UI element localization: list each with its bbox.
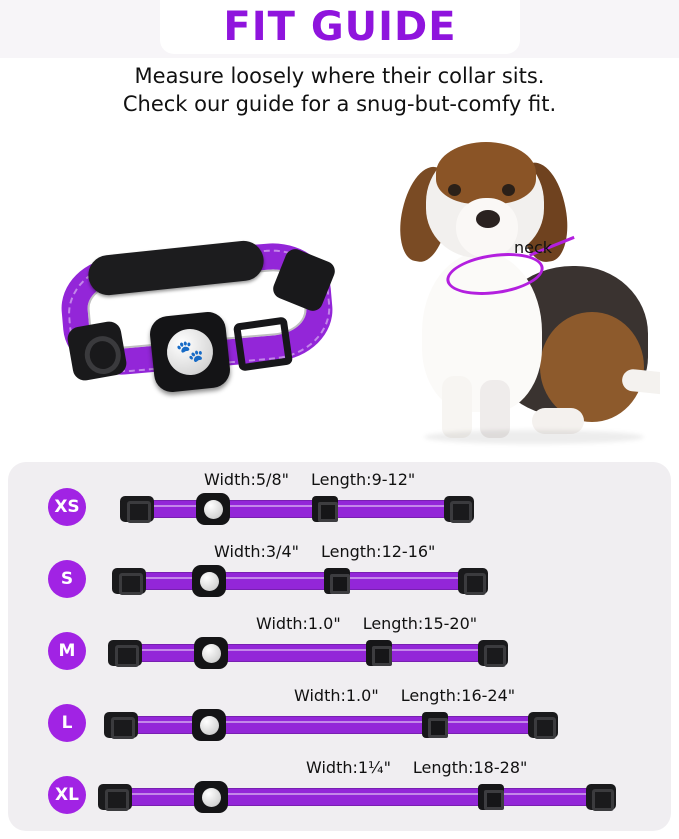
dog-nose bbox=[476, 210, 500, 228]
dog-front-leg-left bbox=[442, 376, 472, 438]
dog-haunch bbox=[540, 312, 644, 422]
mini-collar-l bbox=[104, 710, 560, 740]
length-label-xl: Length:18-28" bbox=[412, 758, 528, 777]
collar-buckle-left bbox=[66, 320, 129, 383]
neck-label: neck bbox=[514, 238, 553, 257]
mini-buckle-right bbox=[478, 640, 508, 666]
size-chart-panel bbox=[8, 462, 671, 831]
mini-strap bbox=[134, 500, 474, 518]
mini-airtag-disc bbox=[204, 500, 223, 519]
hero-section bbox=[0, 128, 679, 458]
mini-strap bbox=[122, 644, 508, 662]
size-measure-xs bbox=[204, 470, 415, 489]
collar-product-photo bbox=[40, 228, 350, 388]
mini-slider bbox=[478, 784, 504, 810]
size-measure-l bbox=[294, 686, 515, 705]
width-label-xs: Width:5/8" bbox=[204, 470, 289, 489]
size-badge-s: S bbox=[48, 560, 86, 598]
table-row bbox=[8, 686, 671, 758]
mini-airtag-disc bbox=[200, 716, 219, 735]
dog-eye-left bbox=[448, 184, 461, 196]
subtitle bbox=[0, 62, 679, 118]
mini-buckle-left bbox=[108, 640, 142, 666]
dog-muzzle bbox=[456, 198, 518, 258]
mini-strap bbox=[126, 572, 488, 590]
size-badge-xl: XL bbox=[48, 776, 86, 814]
size-measure-m bbox=[256, 614, 477, 633]
subtitle-line-1: Measure loosely where their collar sits. bbox=[134, 64, 545, 88]
length-label-s: Length:12-16" bbox=[320, 542, 436, 561]
size-badge-l: L bbox=[48, 704, 86, 742]
size-badge-m: M bbox=[48, 632, 86, 670]
mini-airtag-disc bbox=[202, 788, 221, 807]
mini-airtag-disc bbox=[200, 572, 219, 591]
width-label-l: Width:1.0" bbox=[294, 686, 379, 705]
page-title: FIT GUIDE bbox=[223, 4, 457, 50]
mini-slider bbox=[422, 712, 448, 738]
table-row bbox=[8, 758, 671, 830]
subtitle-line-2: Check our guide for a snug-but-comfy fit. bbox=[122, 92, 557, 116]
size-measure-s bbox=[214, 542, 435, 561]
airtag-disc: 🐾 bbox=[165, 327, 216, 378]
size-badge-xs: XS bbox=[48, 488, 86, 526]
table-row bbox=[8, 542, 671, 614]
table-row bbox=[8, 614, 671, 686]
mini-slider bbox=[366, 640, 392, 666]
size-measure-xl bbox=[306, 758, 527, 777]
mini-buckle-left bbox=[120, 496, 154, 522]
dog-eye-right bbox=[502, 184, 515, 196]
dog-photo bbox=[370, 136, 660, 448]
length-label-m: Length:15-20" bbox=[362, 614, 478, 633]
width-label-s: Width:3/4" bbox=[214, 542, 299, 561]
mini-strap bbox=[112, 788, 616, 806]
width-label-xl: Width:1¼" bbox=[306, 758, 391, 777]
collar-slider-ring bbox=[233, 316, 293, 371]
mini-airtag-holder bbox=[192, 709, 226, 741]
mini-airtag-holder bbox=[192, 565, 226, 597]
mini-collar-s bbox=[112, 566, 488, 596]
mini-strap bbox=[118, 716, 558, 734]
mini-buckle-right bbox=[444, 496, 474, 522]
mini-buckle-left bbox=[104, 712, 138, 738]
mini-airtag-holder bbox=[194, 781, 228, 813]
mini-slider bbox=[324, 568, 350, 594]
mini-buckle-left bbox=[98, 784, 132, 810]
length-label-xs: Length:9-12" bbox=[310, 470, 416, 489]
mini-buckle-right bbox=[528, 712, 558, 738]
mini-slider bbox=[312, 496, 338, 522]
mini-buckle-right bbox=[458, 568, 488, 594]
mini-buckle-right bbox=[586, 784, 616, 810]
width-label-m: Width:1.0" bbox=[256, 614, 341, 633]
mini-collar-m bbox=[108, 638, 508, 668]
mini-airtag-holder bbox=[194, 637, 228, 669]
mini-airtag-holder bbox=[196, 493, 230, 525]
table-row bbox=[8, 470, 671, 542]
length-label-l: Length:16-24" bbox=[400, 686, 516, 705]
mini-airtag-disc bbox=[202, 644, 221, 663]
mini-buckle-left bbox=[112, 568, 146, 594]
mini-collar-xs bbox=[120, 494, 472, 524]
dog-shadow bbox=[424, 430, 644, 444]
mini-collar-xl bbox=[98, 782, 618, 812]
airtag-holder bbox=[148, 310, 232, 394]
